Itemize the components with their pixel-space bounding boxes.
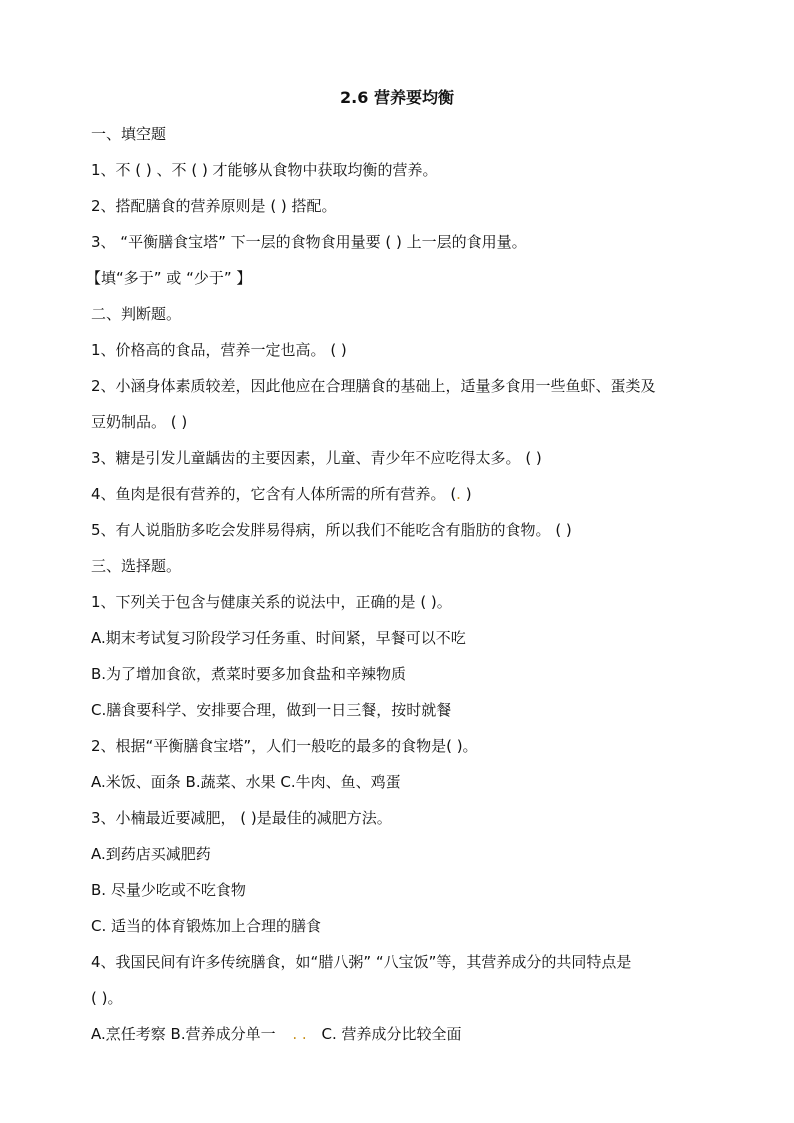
choice-question-3-option-c: C. 适当的体育锻炼加上合理的膳食	[91, 917, 322, 935]
section-heading-judge: 二、判断题。	[91, 305, 182, 323]
choice-question-4-options-ab: A.烹任考察 B.营养成分单一	[91, 1025, 276, 1043]
choice-question-3-option-b: B. 尽量少吃或不吃食物	[91, 881, 246, 899]
choice-question-3: 3、小楠最近要减肥， ( )是最佳的减肥方法。	[91, 809, 392, 827]
choice-question-2: 2、根据“平衡膳食宝塔”，人们一般吃的最多的食物是( )。	[91, 737, 478, 755]
judge-question-4	[91, 484, 472, 504]
section-heading-choice: 三、选择题。	[91, 557, 182, 575]
judge-question-4-close: )	[460, 485, 472, 503]
choice-question-1-option-c: C.膳食要科学、安排要合理，做到一日三餐，按时就餐	[91, 701, 452, 719]
choice-question-1-option-b: B.为了增加食欲，煮菜时要多加食盐和辛辣物质	[91, 665, 407, 683]
page-title: 2.6 营养要均衡	[340, 88, 454, 107]
judge-question-1: 1、价格高的食品，营养一定也高。 ( )	[91, 341, 347, 359]
choice-question-1: 1、下列关于包含与健康关系的说法中，正确的是 ( )。	[91, 593, 452, 611]
choice-question-4-line-1: 4、我国民间有许多传统膳食，如“腊八粥” “八宝饭”等，其营养成分的共同特点是	[91, 953, 632, 971]
fill-blank-question-3: 3、 “平衡膳食宝塔” 下一层的食物食用量要 ( ) 上一层的食用量。	[91, 233, 527, 251]
choice-question-2-options: A.米饭、面条 B.蔬菜、水果 C.牛肉、鱼、鸡蛋	[91, 773, 401, 791]
judge-question-4-dot: .	[456, 485, 461, 503]
choice-question-4-line-2: ( )。	[91, 989, 123, 1007]
choice-question-4-option-c: C. 营养成分比较全面	[321, 1025, 462, 1043]
choice-question-3-option-a: A.到药店买减肥药	[91, 845, 211, 863]
choice-question-4-dots: . .	[292, 1025, 307, 1043]
choice-question-4-options	[91, 1024, 461, 1044]
judge-question-2-line-1: 2、小涵身体素质较差，因此他应在合理膳食的基础上，适量多食用一些鱼虾、蛋类及	[91, 377, 656, 395]
fill-blank-hint: 【填“多于” 或 “少于” 】	[86, 269, 252, 287]
section-heading-fill-blank: 一、填空题	[91, 125, 167, 143]
judge-question-3: 3、糖是引发儿童龋齿的主要因素，儿童、青少年不应吃得太多。 ( )	[91, 449, 542, 467]
fill-blank-question-2: 2、搭配膳食的营养原则是 ( ) 搭配。	[91, 197, 337, 215]
judge-question-2-line-2: 豆奶制品。 ( )	[91, 413, 188, 431]
fill-blank-question-1: 1、不 ( ) 、不 ( ) 才能够从食物中获取均衡的营养。	[91, 161, 438, 179]
choice-question-1-option-a: A.期末考试复习阶段学习任务重、时间紧，早餐可以不吃	[91, 629, 466, 647]
judge-question-5: 5、有人说脂肪多吃会发胖易得病，所以我们不能吃含有脂肪的食物。 ( )	[91, 521, 572, 539]
judge-question-4-text: 4、鱼肉是很有营养的，它含有人体所需的所有营养。 (	[91, 485, 457, 503]
